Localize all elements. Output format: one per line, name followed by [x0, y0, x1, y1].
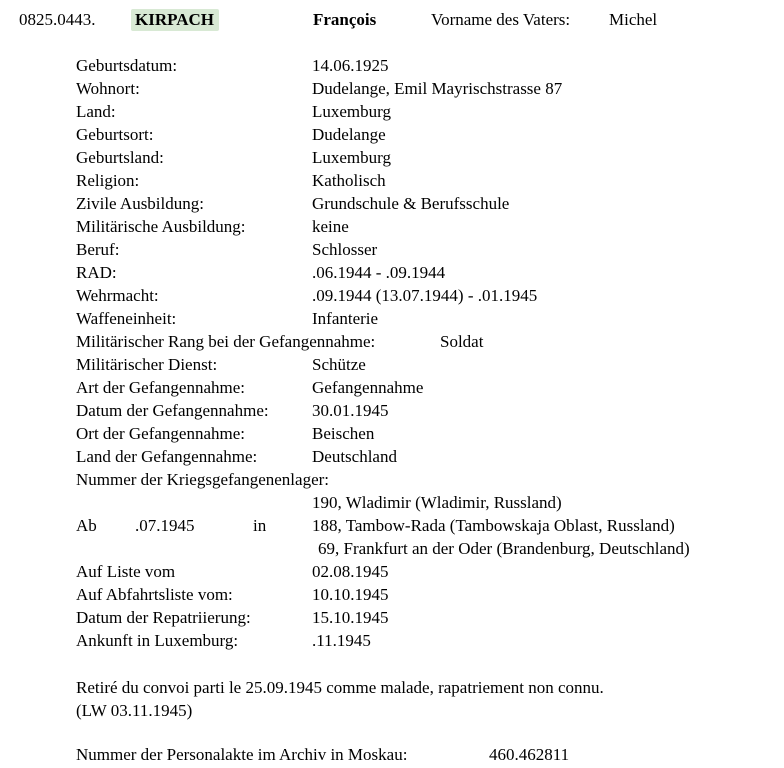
field-label-capture-type: Art der Gefangennahme:	[76, 378, 245, 397]
camps-label: Nummer der Kriegsgefangenenlager:	[76, 470, 329, 489]
field-label-repatriation-date: Datum der Repatriierung:	[76, 608, 251, 627]
field-value-birthdate: 14.06.1925	[312, 56, 389, 75]
field-value-departure-list: 10.10.1945	[312, 585, 389, 604]
field-value-religion: Katholisch	[312, 171, 386, 190]
field-value-capture-type: Gefangennahme	[312, 378, 424, 397]
field-label-weapon-unit: Waffeneinheit:	[76, 309, 177, 328]
archive-value: 460.462811	[489, 745, 570, 764]
field-label-military-education: Militärische Ausbildung:	[76, 217, 246, 236]
field-label-departure-list: Auf Abfahrtsliste vom:	[76, 585, 233, 604]
archive-label: Nummer der Personalakte im Archiv in Moskau:	[76, 745, 408, 764]
field-label-country: Land:	[76, 102, 116, 121]
field-label-arrival: Ankunft in Luxemburg:	[76, 631, 239, 650]
field-value-profession: Schlosser	[312, 240, 378, 259]
field-label-capture-place: Ort der Gefangennahme:	[76, 424, 245, 443]
firstname: François	[313, 10, 377, 29]
field-value-list-date: 02.08.1945	[312, 562, 389, 581]
camps-in-label: in	[253, 516, 267, 535]
field-value-birthplace: Dudelange	[312, 125, 386, 144]
field-label-wehrmacht: Wehrmacht:	[76, 286, 159, 305]
field-value-capture-date: 30.01.1945	[312, 401, 389, 420]
camp-entry: 188, Tambow-Rada (Tambowskaja Oblast, Russland)	[312, 516, 675, 535]
field-value-country: Luxemburg	[312, 102, 392, 121]
field-value-military-education: keine	[312, 217, 349, 236]
rank-label: Militärischer Rang bei der Gefangennahme:	[76, 332, 376, 351]
note-line-1: Retiré du convoi parti le 25.09.1945 comme malade, rapatriement non connu.	[76, 678, 604, 697]
camp-entry: 69, Frankfurt an der Oder (Brandenburg, Deutschland)	[318, 539, 690, 558]
field-value-repatriation-date: 15.10.1945	[312, 608, 389, 627]
field-label-list-date: Auf Liste vom	[76, 562, 176, 581]
rank-value: Soldat	[440, 332, 484, 351]
note-line-2: (LW 03.11.1945)	[76, 701, 193, 720]
field-value-arrival: .11.1945	[312, 631, 371, 650]
field-label-civil-education: Zivile Ausbildung:	[76, 194, 204, 213]
field-label-birthdate: Geburtsdatum:	[76, 56, 178, 75]
field-label-birthplace: Geburtsort:	[76, 125, 154, 144]
father-label: Vorname des Vaters:	[431, 10, 571, 29]
field-value-capture-place: Beischen	[312, 424, 375, 443]
surname: KIRPACH	[131, 9, 219, 31]
camps-ab-date: .07.1945	[135, 516, 195, 535]
field-label-birth-country: Geburtsland:	[76, 148, 164, 167]
father-value: Michel	[609, 10, 658, 29]
field-value-wehrmacht: .09.1944 (13.07.1944) - .01.1945	[312, 286, 538, 305]
field-value-civil-education: Grundschule & Berufsschule	[312, 194, 510, 213]
field-label-religion: Religion:	[76, 171, 140, 190]
camps-ab-label: Ab	[76, 516, 97, 535]
field-value-weapon-unit: Infanterie	[312, 309, 379, 328]
camp-entry: 190, Wladimir (Wladimir, Russland)	[312, 493, 562, 512]
record-number: 0825.0443.	[19, 10, 96, 29]
field-value-residence: Dudelange, Emil Mayrischstrasse 87	[312, 79, 563, 98]
field-label-capture-date: Datum der Gefangennahme:	[76, 401, 269, 420]
field-label-capture-country: Land der Gefangennahme:	[76, 447, 258, 466]
field-value-rad: .06.1944 - .09.1944	[312, 263, 446, 282]
field-value-military-service: Schütze	[312, 355, 366, 374]
field-label-profession: Beruf:	[76, 240, 120, 259]
field-label-military-service: Militärischer Dienst:	[76, 355, 218, 374]
field-label-residence: Wohnort:	[76, 79, 140, 98]
field-value-capture-country: Deutschland	[312, 447, 397, 466]
field-value-birth-country: Luxemburg	[312, 148, 392, 167]
field-label-rad: RAD:	[76, 263, 117, 282]
